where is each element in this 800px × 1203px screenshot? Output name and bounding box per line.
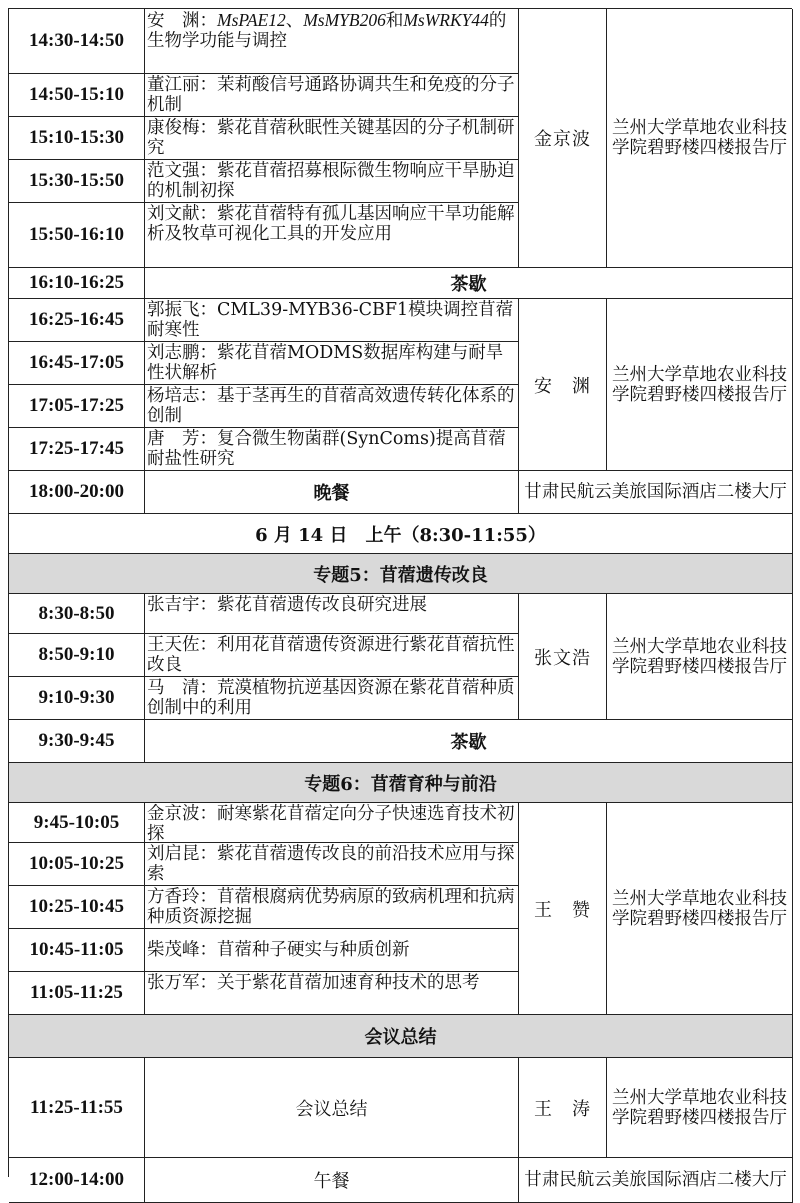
talk-title: 紫花苜蓿秋眠性关键基因的分子机制研究 bbox=[147, 118, 515, 158]
talk-cell bbox=[145, 9, 519, 74]
talk-cell bbox=[145, 803, 519, 843]
time-cell: 18:00-20:00 bbox=[9, 471, 145, 514]
talk-title: 利用花苜蓿遗传资源进行紫花苜蓿抗性改良 bbox=[147, 635, 515, 675]
talk-cell bbox=[145, 160, 519, 203]
meal-cell: 午餐 bbox=[145, 1158, 519, 1203]
schedule-table bbox=[8, 8, 792, 1192]
talk-title: 荒漠植物抗逆基因资源在紫花苜蓿种质创制中的利用 bbox=[147, 678, 515, 718]
time-cell: 15:30-15:50 bbox=[9, 160, 145, 203]
talk-cell bbox=[145, 385, 519, 428]
tea-break-cell: 茶歇 bbox=[145, 720, 793, 763]
summary-header: 会议总结 bbox=[9, 1015, 793, 1058]
tea-break-cell: 茶歇 bbox=[145, 268, 793, 299]
chair-cell: 张文浩 bbox=[519, 594, 607, 720]
title-fragment: 的生物学功能与调控 bbox=[147, 11, 507, 51]
venue-cell: 兰州大学草地农业科技学院碧野楼四楼报告厅 bbox=[607, 594, 793, 720]
title-fragment: 和 bbox=[385, 11, 404, 31]
venue-cell: 甘肃民航云美旅国际酒店二楼大厅 bbox=[519, 471, 793, 514]
talk-title: 苜蓿种子硬实与种质创新 bbox=[217, 940, 410, 960]
speaker-name: 安 渊： bbox=[147, 11, 217, 31]
time-cell: 8:50-9:10 bbox=[9, 634, 145, 677]
speaker-name: 方香玲： bbox=[147, 887, 217, 907]
time-cell: 9:30-9:45 bbox=[9, 720, 145, 763]
time-cell: 16:45-17:05 bbox=[9, 342, 145, 385]
talk-title: 复合微生物菌群(SynComs)提高苜蓿耐盐性研究 bbox=[147, 429, 506, 469]
speaker-name: 柴茂峰： bbox=[147, 940, 217, 960]
talk-title: 基于茎再生的苜蓿高效遗传转化体系的创制 bbox=[147, 386, 515, 426]
meal-cell: 晚餐 bbox=[145, 471, 519, 514]
chair-cell: 王 涛 bbox=[519, 1058, 607, 1158]
talk-title: CML39-MYB36-CBF1模块调控苜蓿耐寒性 bbox=[147, 300, 514, 340]
talk-cell bbox=[145, 342, 519, 385]
title-fragment: MsPAE12 bbox=[217, 10, 286, 30]
talk-title: 耐寒紫花苜蓿定向分子快速选育技术初探 bbox=[147, 804, 515, 843]
talk-cell bbox=[145, 117, 519, 160]
time-cell: 8:30-8:50 bbox=[9, 594, 145, 634]
speaker-name: 康俊梅： bbox=[147, 118, 217, 138]
title-fragment: MsWRKY44 bbox=[403, 10, 489, 30]
talk-cell bbox=[145, 843, 519, 886]
chair-cell: 王 赞 bbox=[519, 803, 607, 1015]
talk-cell bbox=[145, 428, 519, 471]
speaker-name: 郭振飞： bbox=[147, 300, 217, 320]
time-cell: 10:05-10:25 bbox=[9, 843, 145, 886]
time-cell: 10:45-11:05 bbox=[9, 929, 145, 972]
time-cell: 9:10-9:30 bbox=[9, 677, 145, 720]
time-cell: 11:25-11:55 bbox=[9, 1058, 145, 1158]
talk-cell bbox=[145, 929, 519, 972]
talk-cell bbox=[145, 594, 519, 634]
topic-header: 专题6：苜蓿育种与前沿 bbox=[9, 763, 793, 803]
venue-cell: 兰州大学草地农业科技学院碧野楼四楼报告厅 bbox=[607, 1058, 793, 1158]
speaker-name: 唐 芳： bbox=[147, 429, 217, 449]
talk-title: 茉莉酸信号通路协调共生和免疫的分子机制 bbox=[147, 75, 515, 115]
speaker-name: 张万军： bbox=[147, 973, 217, 993]
speaker-name: 董江丽： bbox=[147, 75, 217, 95]
time-cell: 17:05-17:25 bbox=[9, 385, 145, 428]
time-cell: 12:00-14:00 bbox=[9, 1158, 145, 1203]
venue-cell: 兰州大学草地农业科技学院碧野楼四楼报告厅 bbox=[607, 9, 793, 268]
speaker-name: 范文强： bbox=[147, 161, 217, 181]
talk-cell bbox=[145, 299, 519, 342]
venue-cell: 甘肃民航云美旅国际酒店二楼大厅 bbox=[519, 1158, 793, 1203]
talk-cell bbox=[145, 634, 519, 677]
time-cell: 14:30-14:50 bbox=[9, 9, 145, 74]
speaker-name: 刘启昆： bbox=[147, 844, 217, 864]
talk-title: 关于紫花苜蓿加速育种技术的思考 bbox=[217, 973, 480, 993]
talk-title: 紫花苜蓿MODMS数据库构建与耐旱性状解析 bbox=[147, 343, 504, 383]
speaker-name: 刘志鹏： bbox=[147, 343, 217, 363]
talk-cell bbox=[145, 972, 519, 1015]
time-cell: 14:50-15:10 bbox=[9, 74, 145, 117]
talk-title: 苜蓿根腐病优势病原的致病机理和抗病种质资源挖掘 bbox=[147, 887, 515, 927]
speaker-name: 马 清： bbox=[147, 678, 217, 698]
talk-cell bbox=[145, 203, 519, 268]
speaker-name: 金京波： bbox=[147, 804, 217, 824]
speaker-name: 刘文献： bbox=[147, 204, 217, 224]
time-cell: 15:10-15:30 bbox=[9, 117, 145, 160]
talk-cell bbox=[145, 677, 519, 720]
time-cell: 11:05-11:25 bbox=[9, 972, 145, 1015]
summary-cell: 会议总结 bbox=[145, 1058, 519, 1158]
speaker-name: 杨培志： bbox=[147, 386, 217, 406]
talk-cell bbox=[145, 886, 519, 929]
time-cell: 17:25-17:45 bbox=[9, 428, 145, 471]
venue-cell: 兰州大学草地农业科技学院碧野楼四楼报告厅 bbox=[607, 803, 793, 1015]
speaker-name: 张吉宇： bbox=[147, 595, 217, 615]
day-header: 6 月 14 日 上午（8:30-11:55） bbox=[9, 514, 793, 554]
talk-cell bbox=[145, 74, 519, 117]
time-cell: 16:25-16:45 bbox=[9, 299, 145, 342]
title-fragment: MsMYB206 bbox=[303, 10, 386, 30]
talk-title: 紫花苜蓿遗传改良研究进展 bbox=[217, 595, 427, 615]
time-cell: 10:25-10:45 bbox=[9, 886, 145, 929]
venue-cell: 兰州大学草地农业科技学院碧野楼四楼报告厅 bbox=[607, 299, 793, 471]
talk-title: 紫花苜蓿招募根际微生物响应干旱胁迫的机制初探 bbox=[147, 161, 515, 201]
topic-header: 专题5：苜蓿遗传改良 bbox=[9, 554, 793, 594]
talk-title: 紫花苜蓿遗传改良的前沿技术应用与探索 bbox=[147, 844, 515, 884]
speaker-name: 王天佐： bbox=[147, 635, 217, 655]
talk-title: 紫花苜蓿特有孤儿基因响应干旱功能解析及牧草可视化工具的开发应用 bbox=[147, 204, 515, 244]
title-fragment: 、 bbox=[285, 11, 304, 31]
chair-cell: 安 渊 bbox=[519, 299, 607, 471]
time-cell: 16:10-16:25 bbox=[9, 268, 145, 299]
chair-cell: 金京波 bbox=[519, 9, 607, 268]
time-cell: 15:50-16:10 bbox=[9, 203, 145, 268]
time-cell: 9:45-10:05 bbox=[9, 803, 145, 843]
